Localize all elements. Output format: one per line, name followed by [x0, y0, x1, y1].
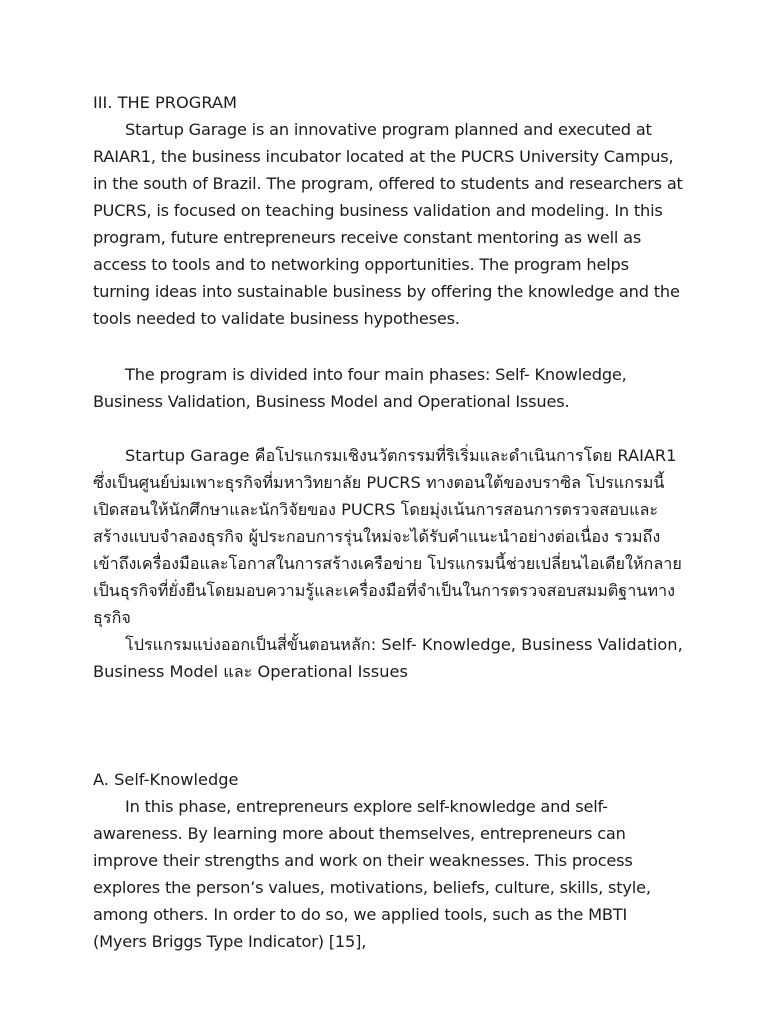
paragraph-phases-th: โปรแกรมแบ่งออกเป็นสี่ขั้นตอนหลัก: Self- Knowledge, Business Validation, Business Model และ Operational Issues: [93, 635, 683, 681]
paragraph-intro-th: Startup Garage คือโปรแกรมเชิงนวัตกรรมที่ริเริ่มและดำเนินการโดย RAIAR1 ซึ่งเป็นศูนย์บ่มเพาะธุรกิจที่มหาวิทยาลัย PUCRS ทางตอนใต้ของบราซิล โปรแกรมนี้เปิดสอนให้นักศึกษาและนักวิจัยของ PUCRS โดยมุ่งเน้นการสอนการตรวจสอบและสร้างแบบจำลองธุรกิจ ผู้ประกอบการรุ่นใหม่จะได้รับคำแนะนำอย่างต่อเนื่อง รวมถึงเข้าถึงเครื่องมือและโอกาสในการสร้างเครือข่าย โปรแกรมนี้ช่วยเปลี่ยนไอเดียให้กลายเป็นธุรกิจที่ยั่งยืนโดยมอบความรู้และเครื่องมือที่จำเป็นในการตรวจสอบสมมติฐานทางธุรกิจ: [93, 446, 682, 627]
paragraph-phases-en: The program is divided into four main phases: Self- Knowledge, Business Validation, Business Model and Operational Issues.: [93, 365, 627, 411]
section-heading: III. THE PROGRAM: [93, 93, 237, 112]
section-intro: [93, 89, 683, 332]
subsection-self-knowledge: [93, 766, 683, 955]
paragraph-self-knowledge: In this phase, entrepreneurs explore self-knowledge and self-awareness. By learning more about themselves, entrepreneurs can improve their strengths and work on their weaknesses. This process explores the person’s values, motivations, beliefs, culture, skills, style, among others. In order to do so, we applied tools, such as the MBTI (Myers Briggs Type Indicator) [15],: [93, 797, 651, 951]
section-phases-en: [93, 361, 683, 415]
paragraph-intro-en: Startup Garage is an innovative program planned and executed at RAIAR1, the business incubator located at the PUCRS University Campus, in the south of Brazil. The program, offered to students and researchers at PUCRS, is focused on teaching business validation and modeling. In this program, future entrepreneurs receive constant mentoring as well as access to tools and to networking opportunities. The program helps turning ideas into sustainable business by offering the knowledge and the tools needed to validate business hypotheses.: [93, 120, 683, 328]
subsection-heading: A. Self-Knowledge: [93, 770, 239, 789]
section-phases-th: [93, 631, 683, 685]
section-intro-th: [93, 442, 683, 631]
